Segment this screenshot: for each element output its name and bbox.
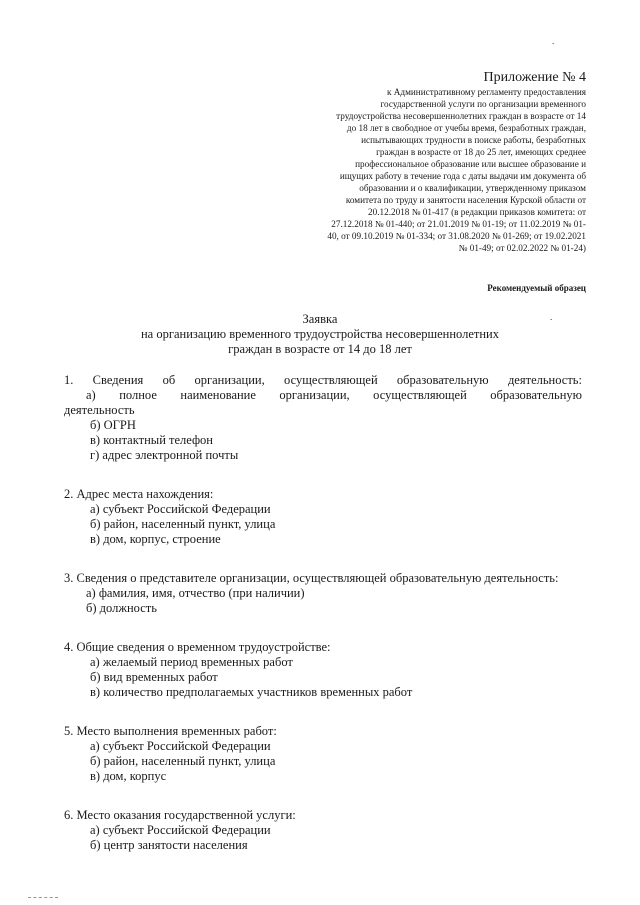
regulation-line: комитета по труду и занятости населения Курской области от	[345, 195, 586, 205]
form-content	[64, 373, 582, 877]
scan-dot-mark: .	[550, 312, 553, 322]
section-heading: 6. Место оказания государственной услуги:	[64, 808, 296, 822]
regulation-line: профессиональное образование или высшее образование и	[355, 159, 586, 169]
title-line: граждан в возрасте от 14 до 18 лет	[228, 342, 412, 356]
list-item: в) количество предполагаемых участников временных работ	[90, 685, 413, 699]
list-item: а) фамилия, имя, отчество (при наличии)	[86, 586, 305, 600]
section-work-location	[64, 724, 582, 784]
appendix-label: Приложение № 4	[483, 70, 586, 85]
section-service-location	[64, 808, 582, 853]
regulation-line: граждан в возрасте от 18 до 25 лет, имеющих среднее	[376, 147, 586, 157]
list-item: в) дом, корпус	[90, 769, 167, 783]
regulation-line: испытывающих трудности в поиске работы, безработных	[361, 135, 586, 145]
regulation-line: 27.12.2018 № 01-440; от 21.01.2019 № 01-19; от 11.02.2019 № 01-	[331, 219, 586, 229]
list-item: б) ОГРН	[90, 418, 136, 432]
section-employment-info	[64, 640, 582, 700]
list-item: б) район, населенный пункт, улица	[90, 517, 276, 531]
regulation-line: государственной услуги по организации временного	[380, 99, 586, 109]
regulation-line: 40, от 09.10.2019 № 01-334; от 31.08.2020 № 01-269; от 19.02.2021	[327, 231, 586, 241]
document-title	[60, 312, 580, 357]
regulation-line: к Административному регламенту предоставления	[387, 87, 586, 97]
regulation-line: 20.12.2018 № 01-417 (в редакции приказов комитета: от	[368, 207, 586, 217]
section-heading: 5. Место выполнения временных работ:	[64, 724, 277, 738]
list-item: в) дом, корпус, строение	[90, 532, 221, 546]
list-item: а) полное наименование организации, осуществляющей образовательную	[86, 388, 582, 402]
list-item: а) субъект Российской Федерации	[90, 739, 271, 753]
regulation-line: № 01-49; от 02.02.2022 № 01-24)	[458, 243, 586, 253]
list-item: г) адрес электронной почты	[90, 448, 239, 462]
list-item: б) вид временных работ	[90, 670, 218, 684]
regulation-line: образовании и о квалификации, утвержденному приказом	[359, 183, 586, 193]
section-organization-info	[64, 373, 582, 463]
list-item: а) субъект Российской Федерации	[90, 823, 271, 837]
title-line: на организацию временного трудоустройства несовершеннолетних	[140, 327, 500, 341]
regulation-line: ищущих работу в течение года с даты выдачи им документа об	[339, 171, 586, 181]
section-heading: 3. Сведения о представителе организации, осуществляющей образовательную деятельность:	[64, 571, 559, 585]
section-representative-info	[64, 571, 582, 616]
title-line: Заявка	[302, 312, 338, 326]
list-item: а) субъект Российской Федерации	[90, 502, 271, 516]
section-heading: 1. Сведения об организации, осуществляющей образовательную деятельность:	[64, 373, 582, 387]
list-item-continuation: деятельность	[64, 403, 135, 417]
footer-scan-mark	[28, 897, 58, 899]
list-item: б) должность	[86, 601, 157, 615]
regulation-line: трудоустройства несовершеннолетних граждан в возрасте от 14	[336, 111, 586, 121]
regulation-reference	[302, 86, 586, 254]
section-heading: 4. Общие сведения о временном трудоустройстве:	[64, 640, 331, 654]
recommended-sample-label: Рекомендуемый образец	[487, 283, 586, 293]
list-item: б) район, населенный пункт, улица	[90, 754, 276, 768]
regulation-line: до 18 лет в свободное от учебы время, безработных граждан,	[346, 123, 586, 133]
section-heading: 2. Адрес места нахождения:	[64, 487, 214, 501]
list-item: б) центр занятости населения	[90, 838, 248, 852]
scan-dot-mark: .	[552, 36, 555, 46]
list-item: а) желаемый период временных работ	[90, 655, 293, 669]
section-location-address	[64, 487, 582, 547]
list-item: в) контактный телефон	[90, 433, 213, 447]
